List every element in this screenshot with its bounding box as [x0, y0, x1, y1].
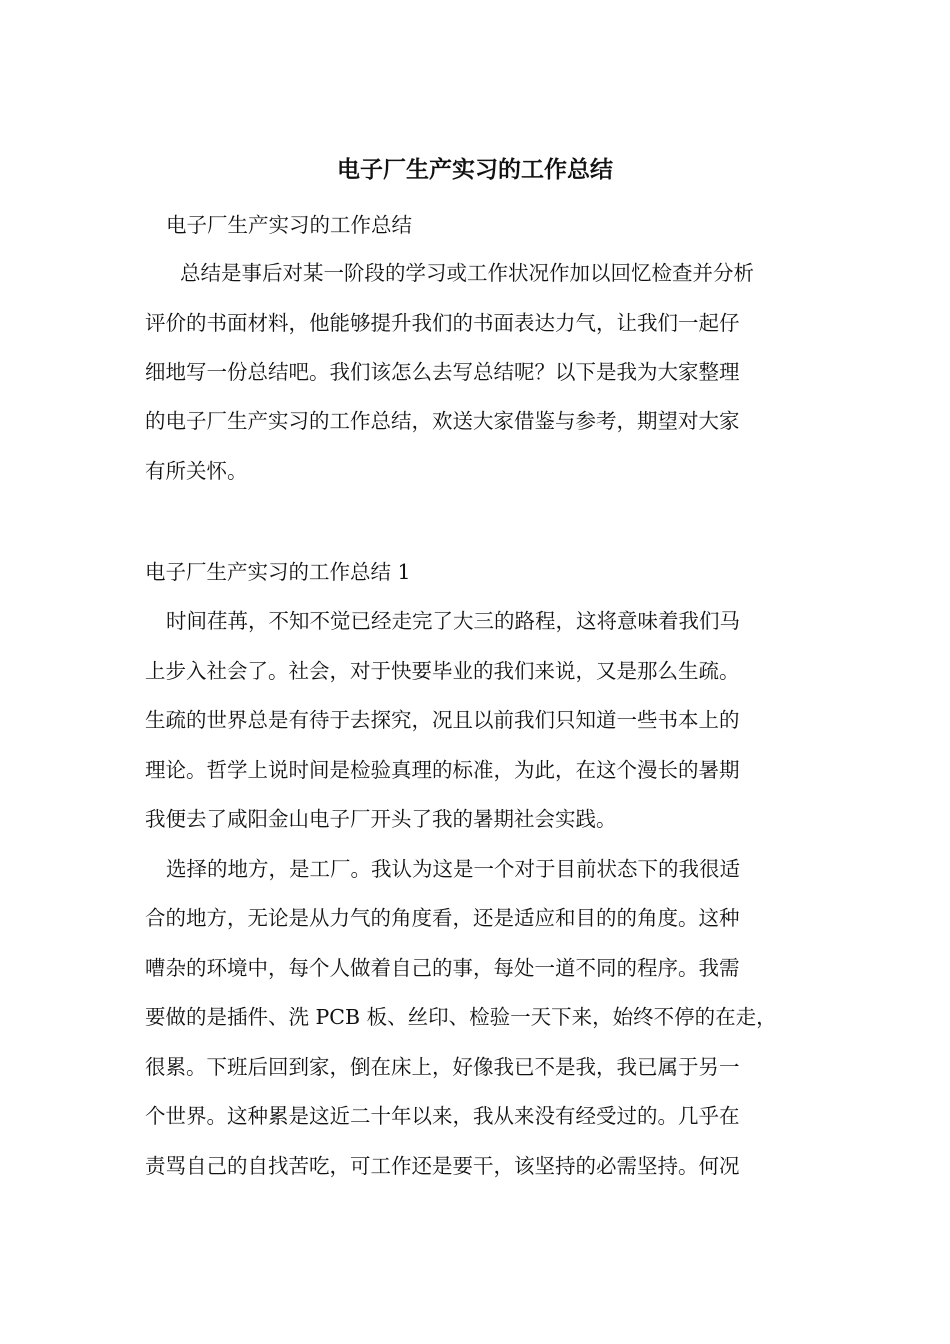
document-title: 电子厂生产实习的工作总结 — [337, 156, 613, 183]
intro-line: 细地写一份总结吧。我们该怎么去写总结呢？以下是我为大家整理 — [145, 360, 740, 384]
intro-line: 总结是事后对某一阶段的学习或工作状况作加以回忆检查并分析 — [180, 261, 754, 285]
intro-line: 评价的书面材料，他能够提升我们的书面表达力气，让我们一起仔 — [145, 311, 740, 335]
intro-line: 有所关怀。 — [145, 459, 248, 483]
section-heading: 电子厂生产实习的工作总结 1 — [145, 560, 411, 584]
paragraph-line: 我便去了咸阳金山电子厂开头了我的暑期社会实践。 — [145, 807, 617, 831]
paragraph-line: 合的地方，无论是从力气的角度看，还是适应和目的的角度。这种 — [145, 906, 740, 930]
paragraph-line: 很累。下班后回到家，倒在床上，好像我已不是我，我已属于另一 — [145, 1055, 740, 1079]
intro-line: 的电子厂生产实习的工作总结，欢送大家借鉴与参考，期望对大家 — [145, 409, 740, 433]
paragraph-line: 责骂自己的自找苦吃，可工作还是要干，该坚持的必需坚持。何况 — [145, 1154, 740, 1178]
paragraph-line: 生疏的世界总是有待于去探究，况且以前我们只知道一些书本上的 — [145, 708, 740, 732]
paragraph-line: 要做的是插件、洗 PCB 板、丝印、检验一天下来，始终不停的在走， — [145, 1005, 777, 1029]
paragraph-line: 时间荏苒，不知不觉已经走完了大三的路程，这将意味着我们马 — [166, 609, 740, 633]
paragraph-line: 上步入社会了。社会，对于快要毕业的我们来说，又是那么生疏。 — [145, 659, 740, 683]
paragraph-line: 理论。哲学上说时间是检验真理的标准，为此，在这个漫长的暑期 — [145, 758, 740, 782]
paragraph-line: 嘈杂的环境中，每个人做着自己的事，每处一道不同的程序。我需 — [145, 956, 740, 980]
document-subtitle: 电子厂生产实习的工作总结 — [166, 213, 412, 237]
paragraph-line: 个世界。这种累是这近二十年以来，我从来没有经受过的。几乎在 — [145, 1104, 740, 1128]
paragraph-line: 选择的地方，是工厂。我认为这是一个对于目前状态下的我很适 — [166, 857, 740, 881]
